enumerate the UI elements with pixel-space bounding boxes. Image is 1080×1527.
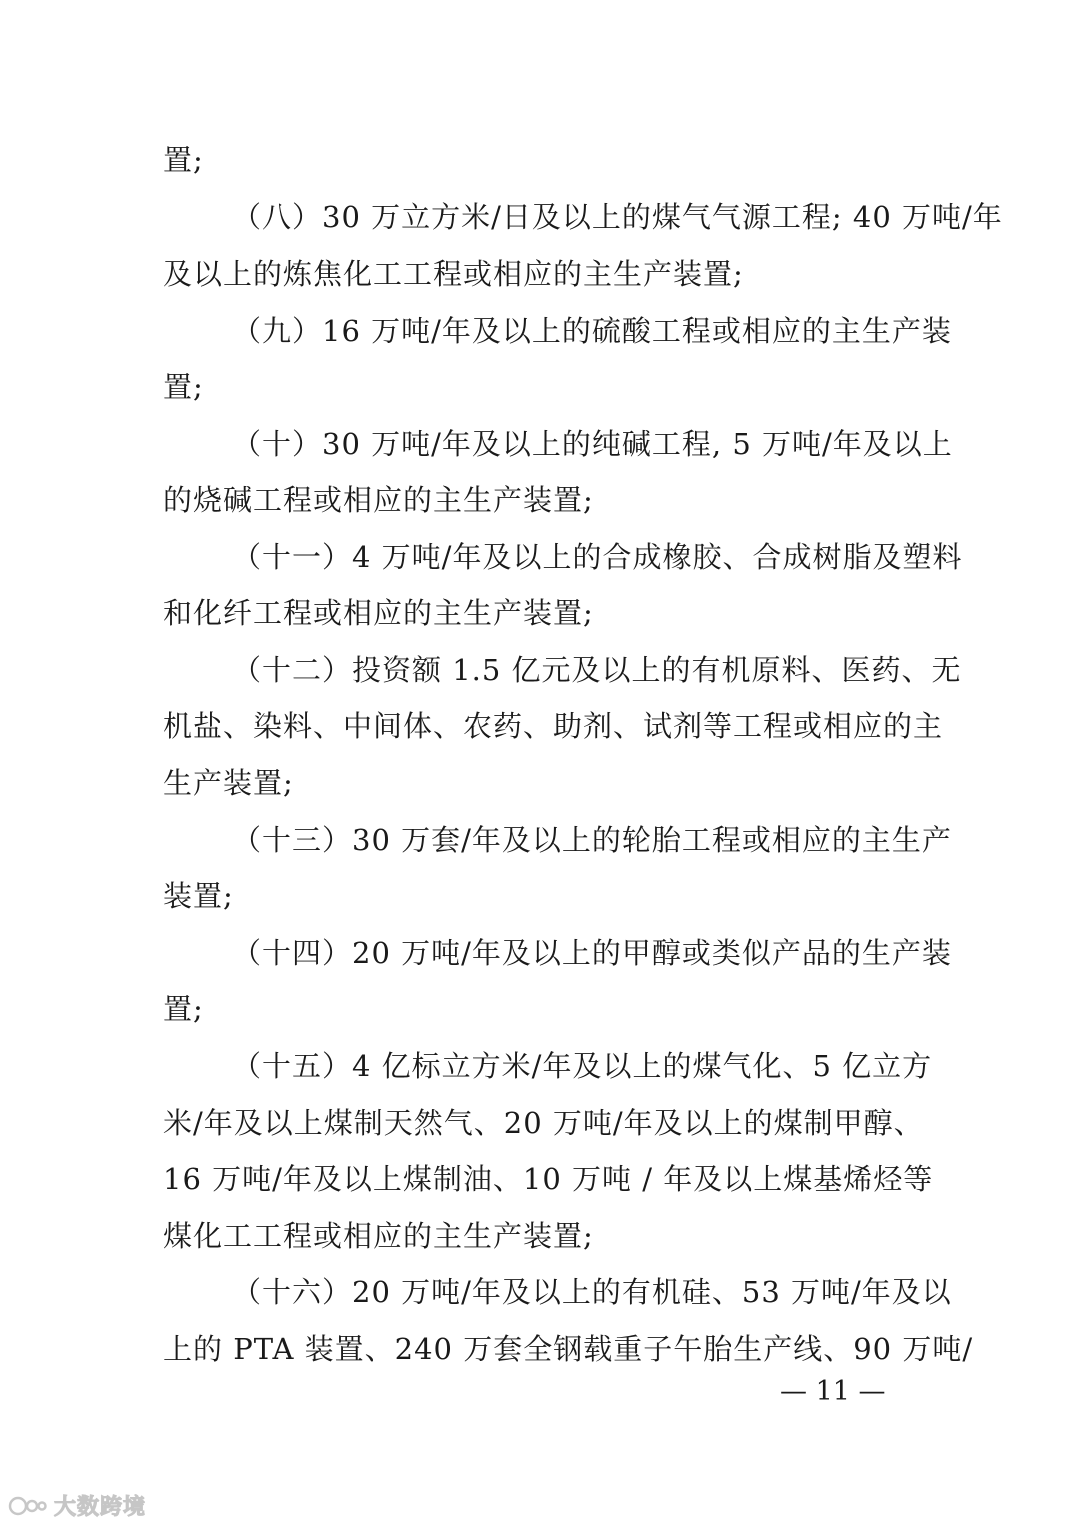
page-number: — 11 — xyxy=(780,1376,886,1407)
text-line: 米/年及以上煤制天然气、20 万吨/年及以上的煤制甲醇、 xyxy=(163,1106,924,1140)
text-line: 上的 PTA 装置、240 万套全钢载重子午胎生产线、90 万吨/ xyxy=(163,1332,974,1366)
watermark xyxy=(8,1490,146,1521)
text-line: （八）30 万立方米/日及以上的煤气气源工程; 40 万吨/年 xyxy=(232,200,1003,234)
text-line: 煤化工工程或相应的主生产装置; xyxy=(163,1219,594,1253)
text-line: （十六）20 万吨/年及以上的有机硅、53 万吨/年及以 xyxy=(232,1275,952,1309)
text-line: （九）16 万吨/年及以上的硫酸工程或相应的主生产装 xyxy=(232,314,952,348)
text-line: （十五）4 亿标立方米/年及以上的煤气化、5 亿立方 xyxy=(232,1049,933,1083)
text-line: 置; xyxy=(163,143,204,177)
text-line: （十一）4 万吨/年及以上的合成橡胶、合成树脂及塑料 xyxy=(232,540,963,574)
text-line: 16 万吨/年及以上煤制油、10 万吨 / 年及以上煤基烯烃等 xyxy=(163,1162,934,1196)
text-line: （十二）投资额 1.5 亿元及以上的有机原料、医药、无 xyxy=(232,653,962,687)
text-line: 装置; xyxy=(163,879,234,913)
text-line: 和化纤工程或相应的主生产装置; xyxy=(163,596,594,630)
text-line: 置; xyxy=(163,992,204,1026)
text-line: 机盐、染料、中间体、农药、助剂、试剂等工程或相应的主 xyxy=(163,709,944,743)
text-line: （十）30 万吨/年及以上的纯碱工程, 5 万吨/年及以上 xyxy=(232,427,953,461)
text-line: 置; xyxy=(163,370,204,404)
brand-logo-icon xyxy=(8,1493,48,1519)
text-line: 生产装置; xyxy=(163,766,294,800)
text-line: （十三）30 万套/年及以上的轮胎工程或相应的主生产 xyxy=(232,823,952,857)
text-line: （十四）20 万吨/年及以上的甲醇或类似产品的生产装 xyxy=(232,936,952,970)
text-line: 及以上的炼焦化工工程或相应的主生产装置; xyxy=(163,257,744,291)
watermark-text: 大数跨境 xyxy=(54,1495,147,1520)
text-line: 的烧碱工程或相应的主生产装置; xyxy=(163,483,594,517)
